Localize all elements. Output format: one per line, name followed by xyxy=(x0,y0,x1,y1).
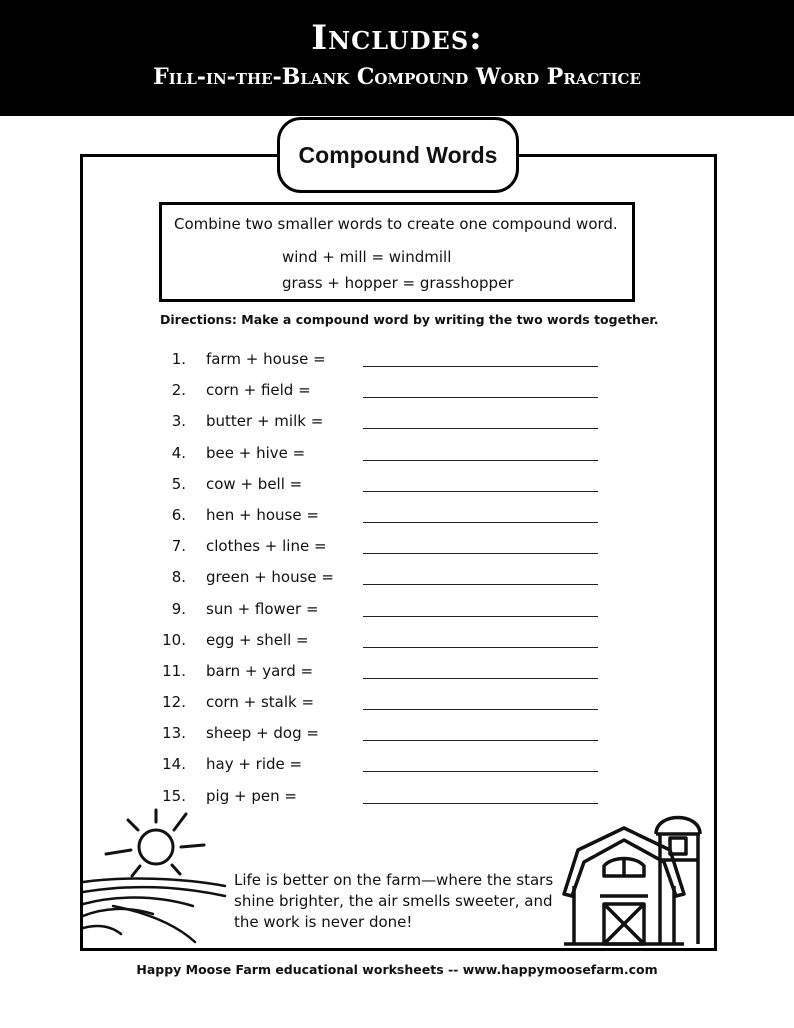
item-number: 9. xyxy=(171,599,186,618)
item-words: farm + house = xyxy=(206,350,326,368)
item-words: bee + hive = xyxy=(206,443,306,462)
item-number: 1. xyxy=(171,350,186,368)
answer-blank[interactable] xyxy=(363,740,598,741)
silo-icon xyxy=(652,804,704,946)
item-number: 15. xyxy=(162,786,186,805)
example-1: wind + mill = windmill xyxy=(282,248,452,266)
definition-text: Combine two smaller words to create one compound word. xyxy=(174,215,618,233)
answer-blank[interactable] xyxy=(363,491,598,492)
footer-credit: Happy Moose Farm educational worksheets -- www.happymoosefarm.com xyxy=(136,962,658,977)
exercise-row xyxy=(158,439,608,470)
item-number: 3. xyxy=(171,412,186,431)
item-words: corn + field = xyxy=(206,381,311,400)
exercise-row xyxy=(158,688,608,719)
answer-blank[interactable] xyxy=(363,616,598,617)
exercise-row xyxy=(158,563,608,594)
exercise-row xyxy=(158,657,608,688)
answer-blank[interactable] xyxy=(363,553,598,554)
answer-blank[interactable] xyxy=(363,584,598,585)
exercise-row xyxy=(158,407,608,438)
answer-blank[interactable] xyxy=(363,397,598,398)
item-words: sheep + dog = xyxy=(206,724,319,743)
answer-blank[interactable] xyxy=(363,428,598,429)
exercise-row xyxy=(158,376,608,407)
item-number: 7. xyxy=(171,537,186,556)
item-number: 4. xyxy=(171,443,186,462)
fields-icon xyxy=(83,872,228,944)
item-words: pig + pen = xyxy=(206,786,297,805)
answer-blank[interactable] xyxy=(363,460,598,461)
exercise-row xyxy=(158,501,608,532)
definition-box xyxy=(159,202,635,302)
header-banner xyxy=(0,0,794,116)
answer-blank[interactable] xyxy=(363,647,598,648)
exercise-row xyxy=(158,719,608,750)
item-number: 11. xyxy=(162,661,186,680)
exercise-row xyxy=(158,626,608,657)
item-words: egg + shell = xyxy=(206,630,309,649)
farm-quote: Life is better on the farm—where the stars shine brighter, the air smells sweeter, and the work is never done! xyxy=(234,871,554,931)
item-number: 10. xyxy=(162,630,186,649)
item-number: 12. xyxy=(162,693,186,712)
exercise-row xyxy=(158,532,608,563)
item-words: barn + yard = xyxy=(206,661,314,680)
item-words: hen + house = xyxy=(206,505,319,524)
item-number: 14. xyxy=(162,755,186,774)
item-words: hay + ride = xyxy=(206,755,303,774)
item-number: 8. xyxy=(171,568,186,587)
exercise-row xyxy=(158,595,608,626)
item-words: butter + milk = xyxy=(206,412,324,431)
answer-blank[interactable] xyxy=(363,771,598,772)
answer-blank[interactable] xyxy=(363,522,598,523)
answer-blank[interactable] xyxy=(363,803,598,804)
banner-title: Includes: xyxy=(311,18,483,58)
answer-blank[interactable] xyxy=(363,678,598,679)
example-2: grass + hopper = grasshopper xyxy=(282,274,514,292)
exercise-row xyxy=(158,470,608,501)
exercise-list xyxy=(158,345,608,813)
item-words: corn + stalk = xyxy=(206,693,315,712)
exercise-row xyxy=(158,750,608,781)
item-number: 6. xyxy=(171,505,186,524)
exercise-row xyxy=(158,782,608,813)
worksheet-title: Compound Words xyxy=(277,117,519,193)
item-number: 5. xyxy=(171,474,186,493)
answer-blank[interactable] xyxy=(363,709,598,710)
item-number: 2. xyxy=(171,381,186,400)
item-words: cow + bell = xyxy=(206,474,303,493)
item-words: sun + flower = xyxy=(206,599,319,618)
exercise-row xyxy=(158,345,608,376)
banner-subtitle: Fill-in-the-Blank Compound Word Practice xyxy=(153,64,641,90)
item-number: 13. xyxy=(162,724,186,743)
item-words: clothes + line = xyxy=(206,537,327,556)
directions-text: Directions: Make a compound word by writing the two words together. xyxy=(160,312,659,327)
item-words: green + house = xyxy=(206,568,334,587)
answer-blank[interactable] xyxy=(363,366,598,367)
